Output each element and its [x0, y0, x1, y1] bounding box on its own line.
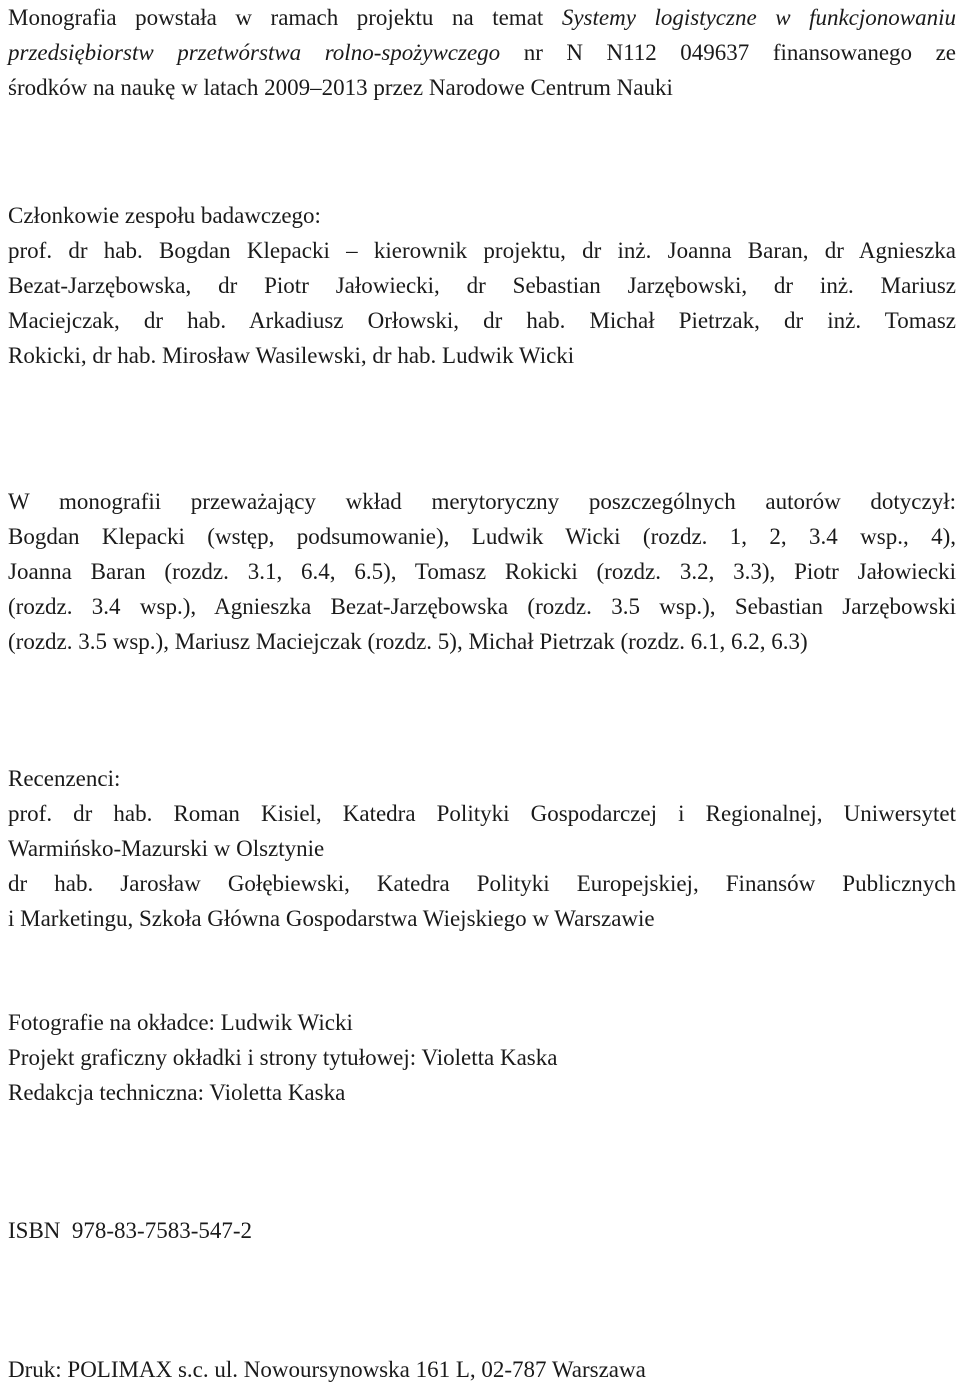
contribution-line — [8, 519, 956, 554]
reviewer-line — [8, 866, 956, 901]
contribution-line — [8, 554, 956, 589]
printer-info — [8, 1352, 956, 1387]
funding-text: Monografia powstała w ramach projektu na temat — [8, 5, 562, 30]
contribution-text: Bogdan Klepacki (wstęp, podsumowanie), Ludwik Wicki (rozdz. 1, 2, 3.4 wsp., 4), — [8, 524, 956, 549]
production-credits — [8, 1005, 956, 1110]
grant-number-text: nr N N112 049637 finansowanego ze — [500, 40, 956, 65]
reviewer-text: prof. dr hab. Roman Kisiel, Katedra Polityki Gospodarczej i Regionalnej, Uniwersytet — [8, 801, 956, 826]
isbn-number: ISBN 978-83-7583-547-2 — [8, 1218, 253, 1243]
reviewers — [8, 761, 956, 936]
contribution-text: (rozdz. 3.4 wsp.), Agnieszka Bezat-Jarzębowska (rozdz. 3.5 wsp.), Sebastian Jarzębowski — [8, 594, 956, 619]
contribution-line — [8, 484, 956, 519]
research-team-text: Bezat-Jarzębowska, dr Piotr Jałowiecki, dr Sebastian Jarzębowski, dr inż. Mariusz — [8, 273, 956, 298]
contribution-line — [8, 589, 956, 624]
project-title-continued: przedsiębiorstw przetwórstwa rolno-spożywczego — [8, 40, 501, 65]
reviewer-line: Warmińsko-Mazurski w Olsztynie — [8, 836, 325, 861]
author-contributions — [8, 484, 956, 659]
contribution-line: (rozdz. 3.5 wsp.), Mariusz Maciejczak (rozdz. 5), Michał Pietrzak (rozdz. 6.1, 6.2, 6.3) — [8, 629, 808, 654]
research-team-line — [8, 268, 956, 303]
research-team-text: prof. dr hab. Bogdan Klepacki – kierownik projektu, dr inż. Joanna Baran, dr Agnieszka — [8, 238, 956, 263]
research-team — [8, 198, 956, 373]
contribution-text: Joanna Baran (rozdz. 3.1, 6.4, 6.5), Tomasz Rokicki (rozdz. 3.2, 3.3), Piotr Jałowiecki — [8, 559, 956, 584]
funding-line-2 — [8, 35, 956, 70]
research-team-heading: Członkowie zespołu badawczego: — [8, 203, 321, 228]
research-team-line — [8, 233, 956, 268]
technical-editing-credit: Redakcja techniczna: Violetta Kaska — [8, 1080, 346, 1105]
printer-address: Druk: POLIMAX s.c. ul. Nowoursynowska 161 L, 02-787 Warszawa — [8, 1357, 646, 1382]
graphic-design-credit: Projekt graficzny okładki i strony tytułowej: Violetta Kaska — [8, 1045, 558, 1070]
project-title: Systemy logistyczne w funkcjonowaniu — [561, 5, 957, 30]
funding-note — [8, 0, 956, 105]
reviewer-text: dr hab. Jarosław Gołębiewski, Katedra Polityki Europejskiej, Finansów Publicznych — [8, 871, 956, 896]
isbn — [8, 1213, 956, 1248]
reviewer-line — [8, 796, 956, 831]
funding-line-1 — [8, 0, 956, 35]
funding-line-3: środków na naukę w latach 2009–2013 przez Narodowe Centrum Nauki — [8, 75, 673, 100]
reviewers-heading: Recenzenci: — [8, 766, 121, 791]
contribution-text: W monografii przeważający wkład merytoryczny poszczególnych autorów dotyczył: — [8, 489, 956, 514]
research-team-line: Rokicki, dr hab. Mirosław Wasilewski, dr hab. Ludwik Wicki — [8, 343, 575, 368]
cover-photos-credit: Fotografie na okładce: Ludwik Wicki — [8, 1010, 353, 1035]
reviewer-line: i Marketingu, Szkoła Główna Gospodarstwa Wiejskiego w Warszawie — [8, 906, 655, 931]
research-team-text: Maciejczak, dr hab. Arkadiusz Orłowski, dr hab. Michał Pietrzak, dr inż. Tomasz — [8, 308, 956, 333]
research-team-line — [8, 303, 956, 338]
